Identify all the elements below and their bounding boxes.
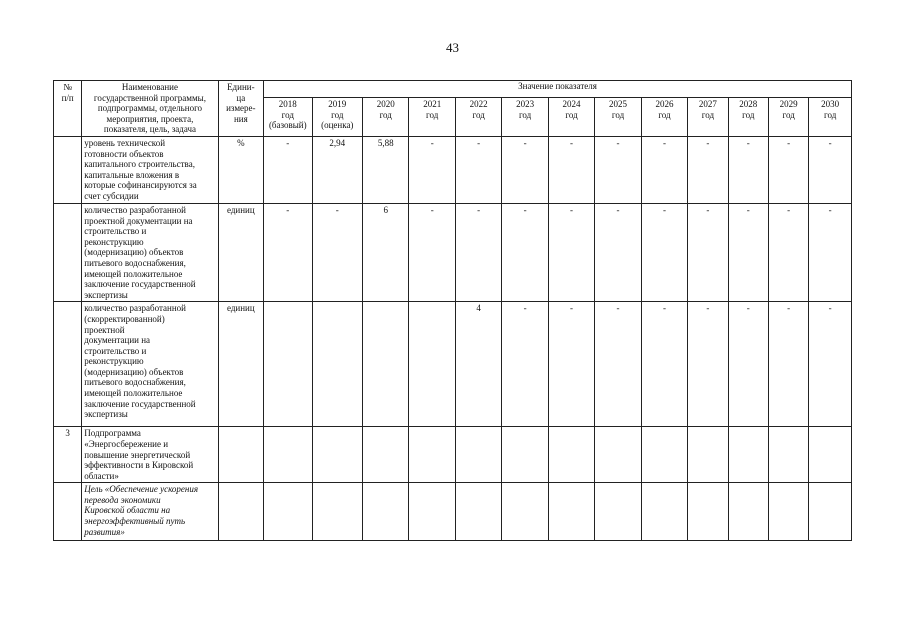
header-num: № п/п	[54, 81, 82, 137]
row-value: -	[728, 302, 768, 427]
row-value	[768, 427, 808, 483]
row-num: 3	[54, 427, 82, 483]
row-value: -	[641, 203, 687, 301]
row-value: -	[809, 302, 852, 427]
row-value: -	[688, 136, 728, 203]
row-value: -	[312, 203, 363, 301]
row-value: -	[809, 136, 852, 203]
header-year: 2019 год (оценка)	[312, 97, 363, 136]
row-value: -	[641, 136, 687, 203]
header-year: 2023 год	[502, 97, 548, 136]
row-value: -	[688, 302, 728, 427]
row-value	[502, 483, 548, 541]
row-value	[548, 427, 594, 483]
header-year: 2029 год	[768, 97, 808, 136]
header-year: 2022 год	[455, 97, 501, 136]
row-value: -	[409, 136, 455, 203]
row-value: -	[728, 203, 768, 301]
row-value	[455, 427, 501, 483]
row-value	[312, 302, 363, 427]
row-value: 4	[455, 302, 501, 427]
row-unit	[218, 427, 263, 483]
row-value	[409, 483, 455, 541]
header-year: 2027 год	[688, 97, 728, 136]
row-name: количество разработанной проектной документации на строительство и реконструкцию (модернизацию) объектов питьевого водоснабжения, имеющей положительное заключение государственной экспертизы	[82, 203, 218, 301]
row-unit: единиц	[218, 203, 263, 301]
row-value: -	[548, 203, 594, 301]
row-value	[312, 427, 363, 483]
header-name: Наименование государственной программы, подпрограммы, отдельного мероприятия, проекта, показателя, цель, задача	[82, 81, 218, 137]
table-row	[54, 427, 852, 483]
row-value: -	[409, 203, 455, 301]
header-year: 2021 год	[409, 97, 455, 136]
row-value: -	[595, 136, 641, 203]
row-value	[264, 302, 312, 427]
row-value	[363, 483, 409, 541]
row-value: -	[264, 203, 312, 301]
row-value: 2,94	[312, 136, 363, 203]
row-value: -	[455, 203, 501, 301]
row-value	[595, 483, 641, 541]
header-year: 2020 год	[363, 97, 409, 136]
row-value: -	[548, 302, 594, 427]
row-value	[502, 427, 548, 483]
page-number: 43	[446, 40, 459, 55]
row-value	[809, 427, 852, 483]
row-value	[312, 483, 363, 541]
header-year: 2018 год (базовый)	[264, 97, 312, 136]
row-value	[455, 483, 501, 541]
row-value: -	[768, 203, 808, 301]
row-unit: %	[218, 136, 263, 203]
row-num	[54, 483, 82, 541]
row-value	[641, 483, 687, 541]
row-value	[548, 483, 594, 541]
header-row	[54, 81, 852, 98]
row-value: -	[595, 203, 641, 301]
row-value: -	[809, 203, 852, 301]
row-value	[768, 483, 808, 541]
header-year: 2030 год	[809, 97, 852, 136]
row-value: 6	[363, 203, 409, 301]
table-row	[54, 483, 852, 541]
header-year: 2028 год	[728, 97, 768, 136]
row-value	[688, 427, 728, 483]
header-values-title: Значение показателя	[264, 81, 852, 98]
table-row	[54, 136, 852, 203]
row-value	[688, 483, 728, 541]
row-value: -	[264, 136, 312, 203]
row-num	[54, 136, 82, 203]
row-value: -	[502, 302, 548, 427]
row-value: -	[455, 136, 501, 203]
row-value	[641, 427, 687, 483]
row-value: -	[502, 203, 548, 301]
row-value: -	[595, 302, 641, 427]
row-value: -	[641, 302, 687, 427]
row-name: Подпрограмма «Энергосбережение и повышение энергетической эффективности в Кировской области»	[82, 427, 218, 483]
row-unit: единиц	[218, 302, 263, 427]
header-unit: Едини- ца измере- ния	[218, 81, 263, 137]
header-year: 2024 год	[548, 97, 594, 136]
row-unit	[218, 483, 263, 541]
row-value	[264, 427, 312, 483]
row-name: количество разработанной (скорректированной) проектной документации на строительство и реконструкцию (модернизацию) объектов питьевого водоснабжения, имеющей положительное заключение государственной экспертизы	[82, 302, 218, 427]
row-value: 5,88	[363, 136, 409, 203]
row-value	[363, 302, 409, 427]
row-value: -	[768, 302, 808, 427]
row-value	[409, 302, 455, 427]
header-year: 2026 год	[641, 97, 687, 136]
row-value: -	[768, 136, 808, 203]
row-value: -	[688, 203, 728, 301]
header-year: 2025 год	[595, 97, 641, 136]
row-value: -	[548, 136, 594, 203]
row-value	[363, 427, 409, 483]
row-value: -	[728, 136, 768, 203]
row-value	[809, 483, 852, 541]
row-value	[728, 483, 768, 541]
table-row	[54, 203, 852, 301]
row-name: уровень технической готовности объектов капитального строительства, капитальные вложения в которые софинансируются за счет субсидии	[82, 136, 218, 203]
row-name: Цель «Обеспечение ускорения перевода экономики Кировской области на энергоэффективный путь развития»	[82, 483, 218, 541]
row-value	[264, 483, 312, 541]
table-row	[54, 302, 852, 427]
row-num	[54, 302, 82, 427]
row-num	[54, 203, 82, 301]
indicator-table	[53, 80, 852, 541]
row-value: -	[502, 136, 548, 203]
row-value	[595, 427, 641, 483]
row-value	[728, 427, 768, 483]
row-value	[409, 427, 455, 483]
